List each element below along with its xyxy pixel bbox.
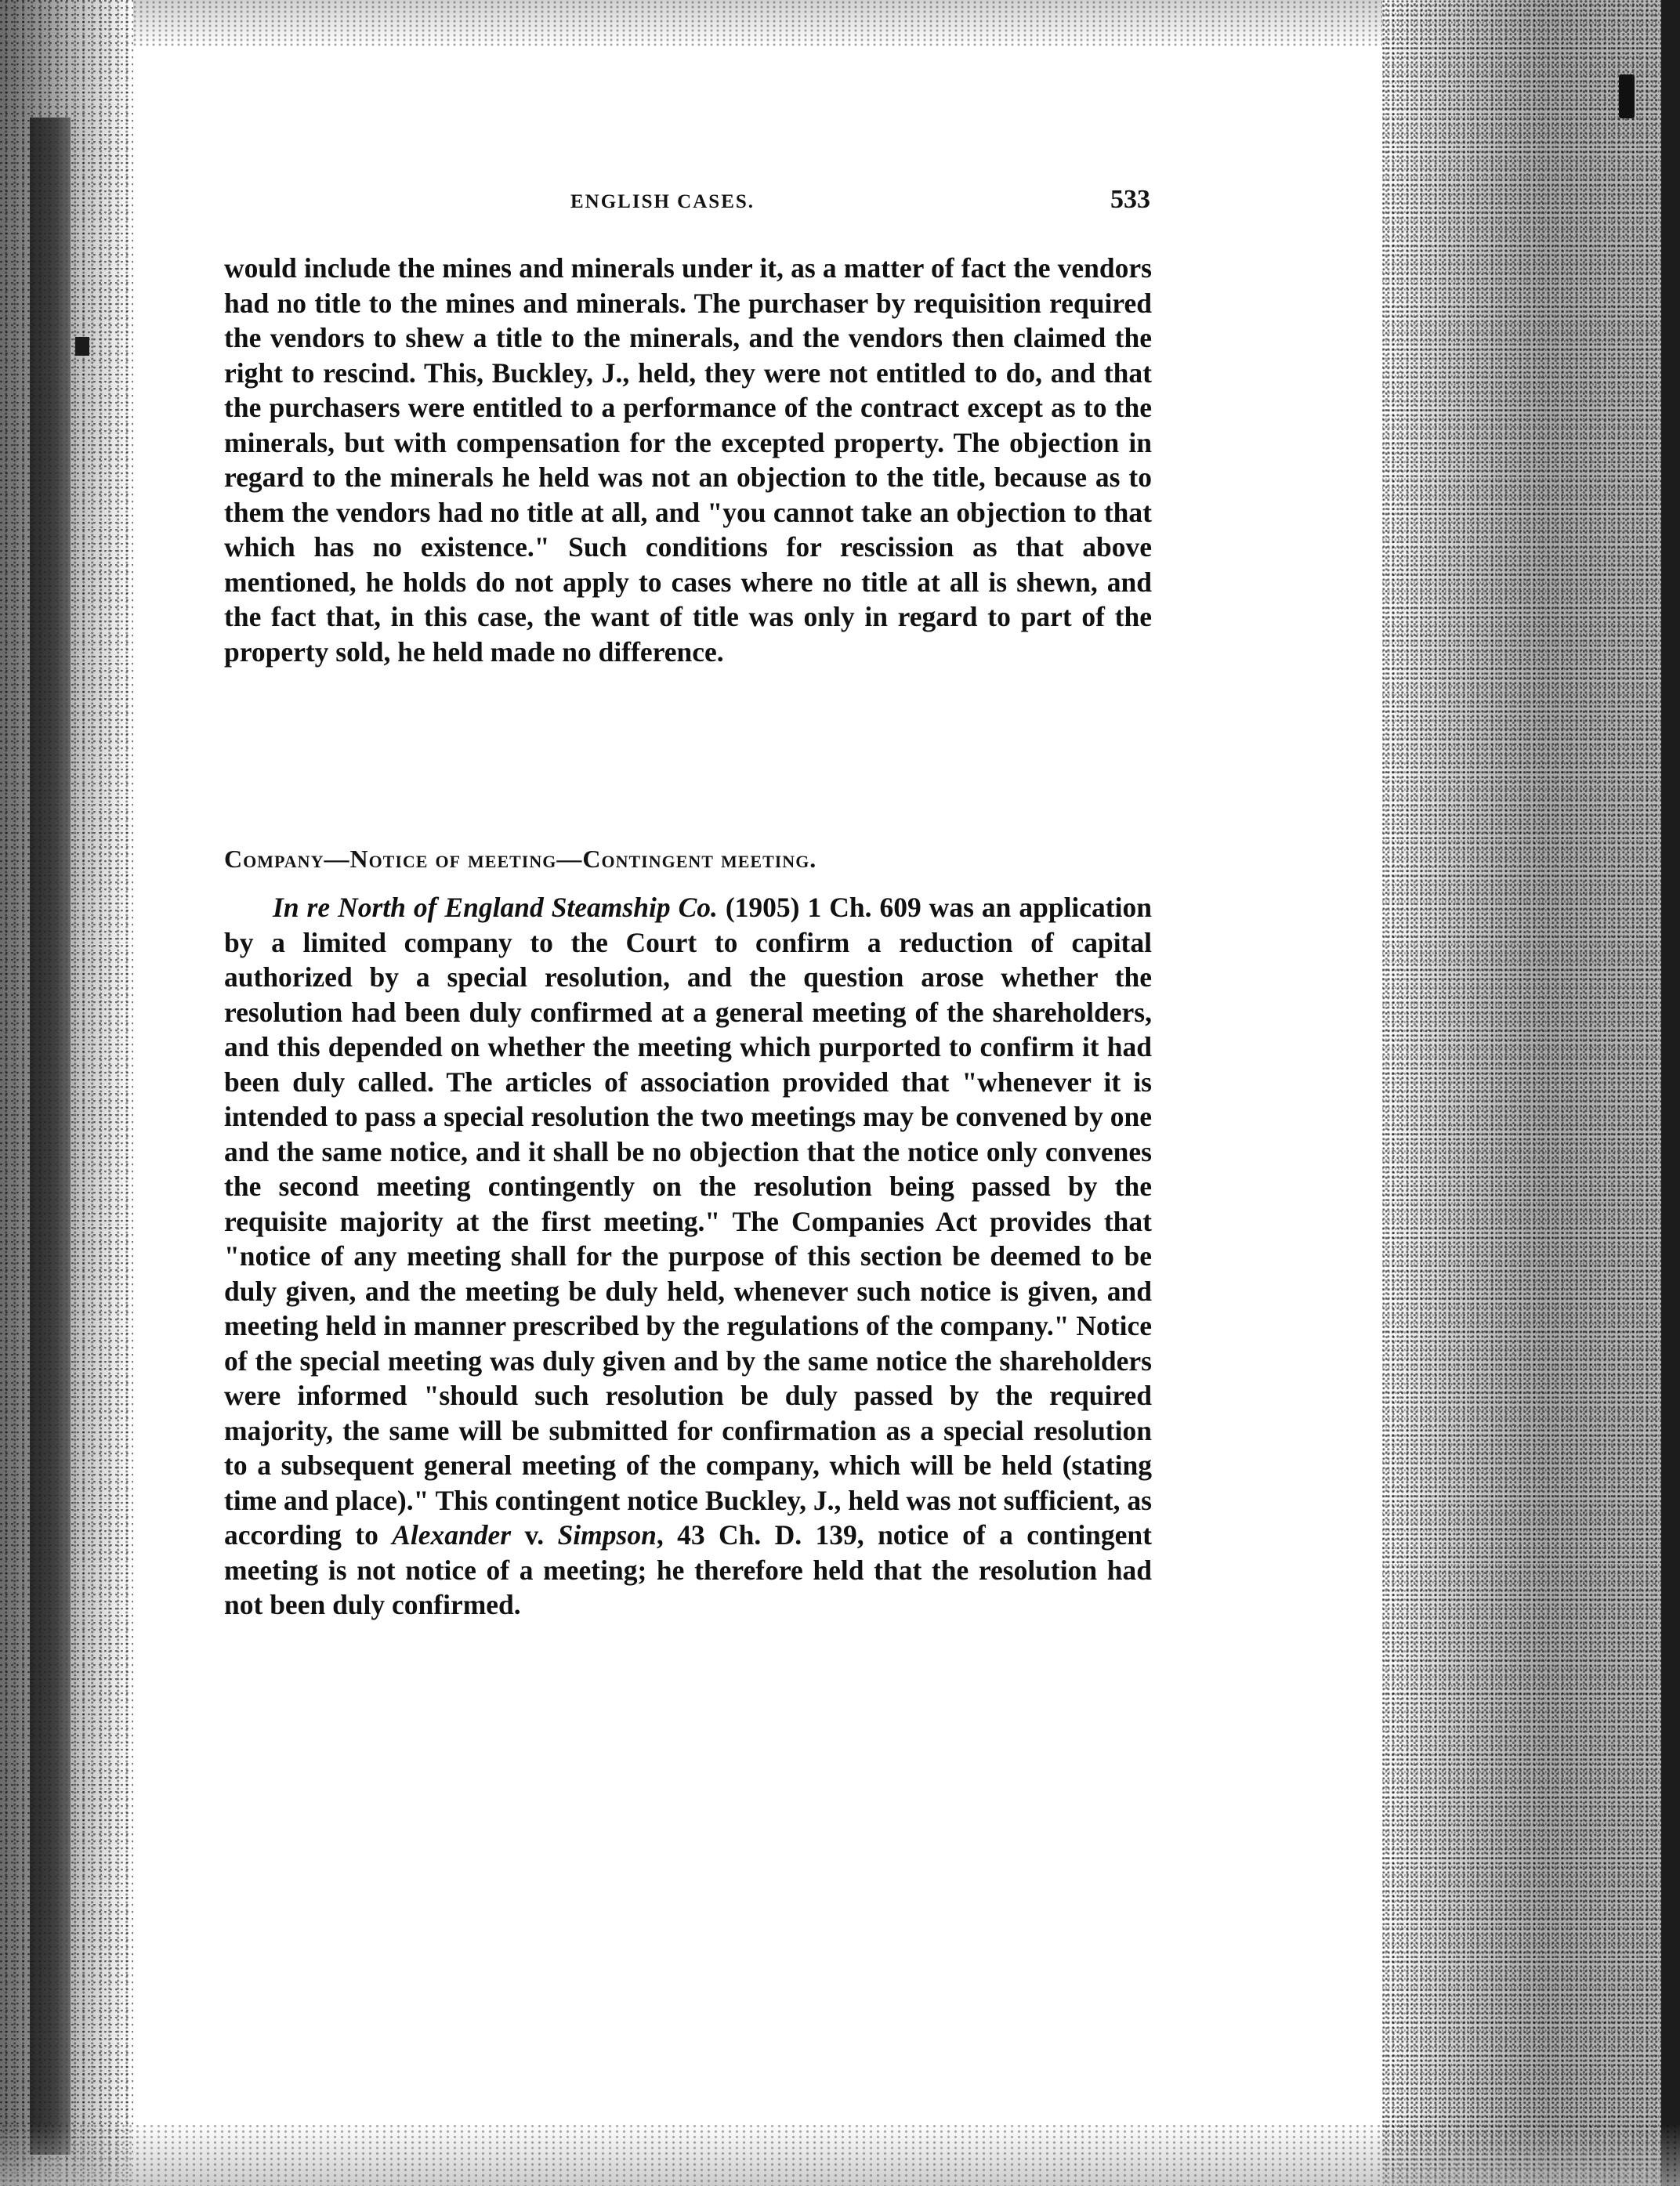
case-citation: In re North of England Steamship Co.	[273, 892, 718, 923]
case-citation: Simpson	[557, 1519, 657, 1551]
running-head-title: ENGLISH CASES.	[570, 191, 755, 212]
paragraph-case-summary	[224, 890, 1152, 1623]
section-heading-text: Company—Notice of meeting—Contingent meeting.	[224, 845, 817, 873]
scan-mark-left	[75, 337, 89, 356]
section-heading	[224, 845, 1152, 874]
paragraph-text	[224, 890, 1152, 1623]
paragraph-continuation	[224, 251, 1152, 669]
scan-noise-bottom	[0, 2123, 1680, 2186]
running-head	[226, 185, 1150, 216]
paragraph-body-part: (1905) 1 Ch. 609 was an application by a limited company to the Court to confirm a reduction of capital authorized by a special resolution, and the question arose whether the resolution had been duly confirmed at a general meeting of the shareholders, and this depended on whether the meeting which purported to confirm it had been duly called. The articles of association provided that "whenever it is intended to pass a special resolution the two meetings may be convened by one and the same notice, and it shall be no objection that the notice only convenes the second meeting contingently on the resolution being passed by the requisite majority at the first meeting." The Companies Act provides that "notice of any meeting shall for the purpose of this section be deemed to be duly given, and the meeting be duly held, whenever such notice is given, and meeting held in manner prescribed by the regulations of the company." Notice of the special meeting was duly given and by the same notice the shareholders were informed "should such resolution be duly passed by the required majority, the same will be submitted for confirmation as a special resolution to a subsequent general meeting of the company, which will be held (stating time and place)." This contingent notice Buckley, J., held was not sufficient, as according to	[224, 892, 1152, 1551]
scan-border-right	[1661, 0, 1680, 2186]
paragraph-text: would include the mines and minerals under it, as a matter of fact the vendors had no title to the mines and minerals. The purchaser by requisition required the vendors to shew a title to the minerals, and the vendors then claimed the right to rescind. This, Buckley, J., held, they were not entitled to do, and that the purchasers were entitled to a performance of the contract except as to the minerals, but with compensation for the excepted property. The objection in regard to the minerals he held was not an objection to the title, because as to them the vendors had no title at all, and "you cannot take an objection to that which has no existence." Such conditions for rescission as that above mentioned, he holds do not apply to cases where no title at all is shewn, and the fact that, in this case, the want of title was only in regard to part of the property sold, he held made no difference.	[224, 252, 1152, 668]
paragraph-body-part: v.	[511, 1519, 558, 1551]
scan-mark-right	[1619, 74, 1635, 118]
paragraph-body-part: , 43 Ch. D. 139, notice of a contingent meeting is not notice of a meeting; he therefore held that the resolution had not been duly confirmed.	[224, 1519, 1152, 1620]
binding-shadow	[30, 118, 71, 2155]
scan-noise-right	[1382, 0, 1680, 2186]
case-citation: Alexander	[392, 1519, 512, 1551]
page-number: 533	[1110, 185, 1150, 214]
